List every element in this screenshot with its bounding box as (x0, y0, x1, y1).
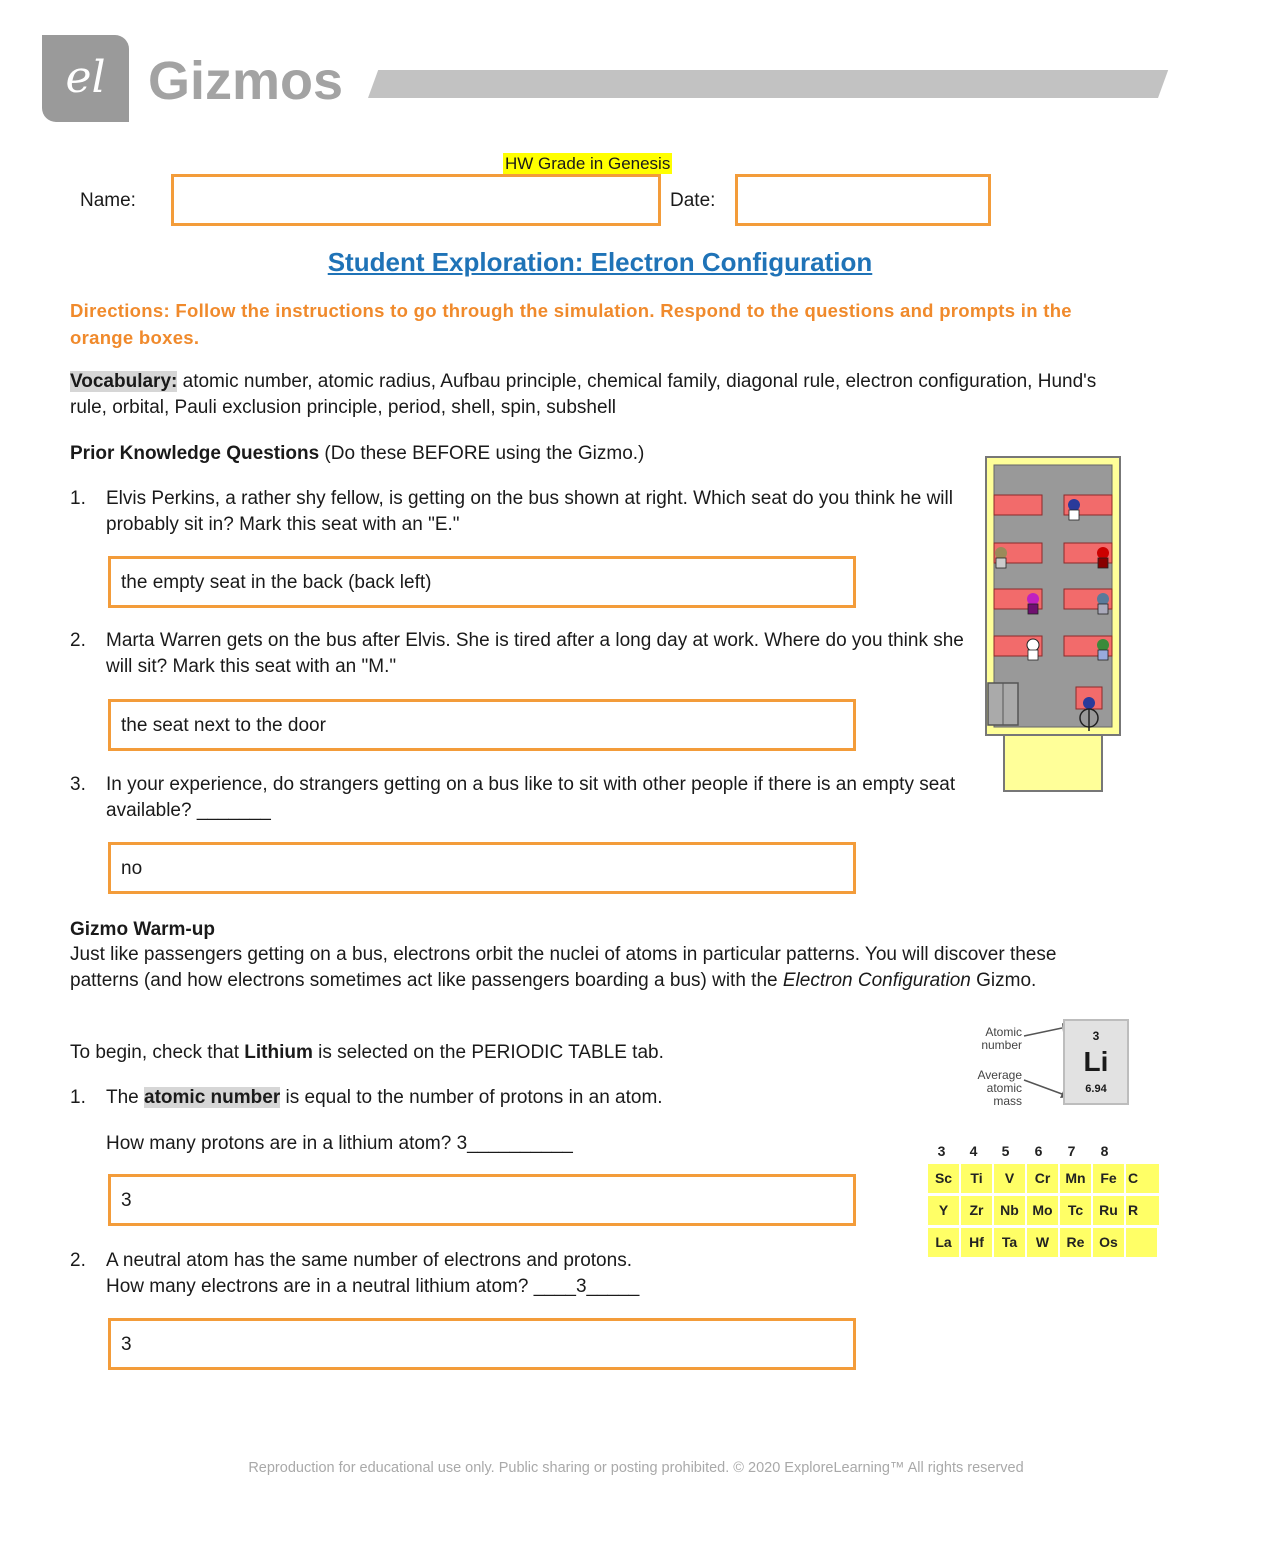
element-symbol: Li (1083, 1046, 1109, 1077)
element-cell: Mn (1060, 1164, 1091, 1193)
group-label: 5 (1001, 1143, 1010, 1159)
vocabulary-terms: atomic number, atomic radius, Aufbau principle, chemical family, diagonal rule, electron configuration, Hund's rule, orbital, Pauli exclusion principle, period, shell, spin, subshell (70, 371, 1097, 418)
element-cell: Ta (994, 1228, 1025, 1257)
answer-blank: ____3_____ (533, 1276, 640, 1297)
element-cell: W (1027, 1228, 1058, 1257)
question-text: In your experience, do strangers getting on a bus like to sit with other people if there is an empty seat available? _______ (106, 774, 956, 821)
atomic-number-caption: Atomic number (981, 1025, 1022, 1052)
element-cell: Tc (1060, 1196, 1091, 1225)
question-text: Marta Warren gets on the bus after Elvis. She is tired after a long day at work. Where do you think she will sit? Mark this seat with an "M." (106, 630, 964, 677)
warmup-heading: Gizmo Warm-up (70, 919, 215, 940)
group-label: 4 (969, 1143, 978, 1159)
answer-text: 3 (121, 1334, 132, 1355)
element-cell-partial: C (1126, 1164, 1159, 1193)
answer-box[interactable] (108, 842, 856, 894)
brand-name: Gizmos (148, 51, 344, 111)
header-rule (368, 70, 1168, 98)
element-tile-li (1063, 1019, 1129, 1105)
question-subtext: How many electrons are in a neutral lithium atom? ____3_____ (106, 1276, 640, 1297)
vocabulary (70, 369, 1120, 421)
answer-box[interactable] (108, 1318, 856, 1370)
warmup-paragraph: Just like passengers getting on a bus, electrons orbit the nuclei of atoms in particular patterns. You will discover these patterns (and how electrons sometimes act like passengers boarding a bus) with the Electron Configuration Gizmo. (70, 944, 1057, 991)
answer-text: no (121, 858, 143, 879)
footer-copyright: Reproduction for educational use only. Public sharing or posting prohibited. © 2020 ExploreLearning™ All rights reserved (248, 1460, 1024, 1476)
date-label: Date: (670, 190, 716, 211)
atomic-number-term: atomic number (144, 1087, 281, 1108)
element-cell: Sc (928, 1164, 959, 1193)
answer-box[interactable] (108, 699, 856, 751)
group-label: 6 (1034, 1143, 1043, 1159)
element-cell: Ti (961, 1164, 992, 1193)
question-text: A neutral atom has the same number of electrons and protons. (106, 1250, 632, 1271)
date-field[interactable] (735, 174, 991, 226)
brand-logo-mark: el (65, 52, 106, 103)
question-subtext: How many protons are in a lithium atom? 3__________ (106, 1133, 573, 1154)
answer-box[interactable] (108, 556, 856, 608)
question-number: 2. (70, 1250, 86, 1271)
name-field[interactable] (171, 174, 661, 226)
element-cell: Re (1060, 1228, 1091, 1257)
question-text: The atomic number is equal to the number of protons in an atom. (106, 1087, 663, 1108)
question-number: 3. (70, 774, 86, 795)
element-cell-partial: R (1126, 1196, 1159, 1225)
element-cell: Mo (1027, 1196, 1058, 1225)
question-number: 1. (70, 488, 86, 509)
element-cell: Hf (961, 1228, 992, 1257)
element-cell: Cr (1027, 1164, 1058, 1193)
passenger-icon (1027, 639, 1039, 660)
prior-knowledge-heading: Prior Knowledge Questions (70, 443, 320, 464)
element-cell: La (928, 1228, 959, 1257)
average-mass-caption: Average atomic mass (977, 1068, 1022, 1108)
element-cell: Nb (994, 1196, 1025, 1225)
group-label: 3 (937, 1143, 946, 1159)
question-number: 2. (70, 630, 86, 651)
answer-text: the empty seat in the back (back left) (121, 572, 432, 593)
answer-blank: _______ (196, 800, 271, 821)
question-text: Elvis Perkins, a rather shy fellow, is getting on the bus shown at right. Which seat do you think he will probably sit in? Mark this seat with an "E." (106, 488, 953, 535)
element-cell: Zr (961, 1196, 992, 1225)
element-atomic-number: 3 (1092, 1029, 1100, 1043)
question-number: 1. (70, 1087, 86, 1108)
grade-note: HW Grade in Genesis (505, 154, 671, 173)
element-cell-partial (1126, 1228, 1157, 1257)
warmup-begin: To begin, check that Lithium is selected on the PERIODIC TABLE tab. (70, 1042, 664, 1063)
group-label: 8 (1100, 1143, 1109, 1159)
answer-box[interactable] (108, 1174, 856, 1226)
answer-text: 3 (121, 1190, 132, 1211)
page-title: Student Exploration: Electron Configuration (327, 247, 873, 277)
answer-blank: __________ (467, 1133, 573, 1154)
element-mass: 6.94 (1085, 1083, 1107, 1095)
element-cell: Os (1093, 1228, 1124, 1257)
element-cell: Y (928, 1196, 959, 1225)
name-label: Name: (80, 190, 136, 211)
vocabulary-heading: Vocabulary: (70, 371, 178, 392)
group-label: 7 (1067, 1143, 1076, 1159)
prior-knowledge-header (70, 441, 1120, 467)
bus-diagram (984, 455, 1124, 795)
periodic-table-excerpt (926, 1140, 1139, 1260)
element-cell: Ru (1093, 1196, 1124, 1225)
element-cell: Fe (1093, 1164, 1124, 1193)
answer-text: the seat next to the door (121, 715, 326, 736)
element-cell: V (994, 1164, 1025, 1193)
prior-knowledge-subheading: (Do these BEFORE using the Gizmo.) (319, 443, 645, 464)
directions: Directions: Follow the instructions to go through the simulation. Respond to the questions and prompts in the orange boxes. (70, 300, 1072, 348)
